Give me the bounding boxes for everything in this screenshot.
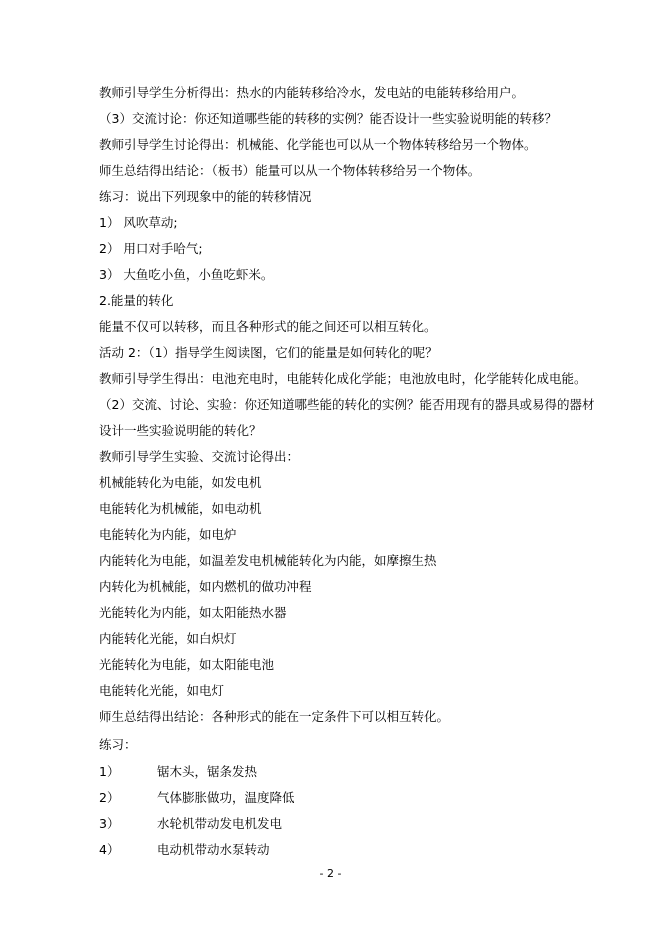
- exercise-item: [99, 842, 579, 858]
- list-item: 1） 风吹草动;: [99, 215, 178, 230]
- paragraph-line: 能量不仅可以转移，而且各种形式的能之间还可以相互转化。: [99, 319, 437, 334]
- paragraph-line: 光能转化为电能，如太阳能电池: [99, 657, 275, 672]
- exercise-item: [99, 764, 579, 780]
- paragraph-line: 教师引导学生讨论得出：机械能、化学能也可以从一个物体转移给另一个物体。: [99, 137, 537, 152]
- paragraph-line: 光能转化为内能，如太阳能热水器: [99, 605, 287, 620]
- exercise-item-text: 气体膨胀做功，温度降低: [157, 790, 295, 805]
- paragraph-line: （3）交流讨论：你还知道哪些能的转移的实例？能否设计一些实验说明能的转移？: [99, 111, 557, 126]
- paragraph-line: 教师引导学生实验、交流讨论得出：: [99, 449, 300, 464]
- paragraph-line: 内能转化光能，如白炽灯: [99, 631, 237, 646]
- paragraph-line: 教师引导学生得出：电池充电时，电能转化成化学能；电池放电时，化学能转化成电能。: [99, 371, 587, 386]
- paragraph-line: 活动 2：（1）指导学生阅读图，它们的能量是如何转化的呢？: [99, 345, 438, 360]
- paragraph-line: 教师引导学生分析得出：热水的内能转移给冷水，发电站的电能转移给用户。: [99, 85, 525, 100]
- exercise-item-number: 1）: [99, 764, 120, 779]
- list-item: 2） 用口对手哈气;: [99, 241, 203, 256]
- exercise-item-text: 水轮机带动发电机发电: [157, 816, 283, 831]
- paragraph-line: （2）交流、讨论、实验：你还知道哪些能的转化的实例？能否用现有的器具或易得的器材: [99, 397, 595, 412]
- paragraph-line: 师生总结得出结论：（板书）能量可以从一个物体转移给另一个物体。: [99, 163, 481, 178]
- exercise-item-number: 3）: [99, 816, 120, 831]
- section-heading: 2.能量的转化: [99, 293, 174, 308]
- paragraph-line: 电能转化为内能，如电炉: [99, 527, 237, 542]
- paragraph-line: 练习：: [99, 737, 137, 752]
- list-item: 3） 大鱼吃小鱼，小鱼吃虾米。: [99, 267, 274, 282]
- paragraph-line: 电能转化为机械能，如电动机: [99, 501, 262, 516]
- exercise-item-number: 4）: [99, 842, 120, 857]
- exercise-item: [99, 816, 579, 832]
- paragraph-line: 内转化为机械能，如内燃机的做功冲程: [99, 579, 312, 594]
- paragraph-line: 内能转化为电能，如温差发电机械能转化为内能，如摩擦生热: [99, 553, 437, 568]
- paragraph-line: 师生总结得出结论：各种形式的能在一定条件下可以相互转化。: [99, 709, 450, 724]
- paragraph-line: 机械能转化为电能，如发电机: [99, 475, 262, 490]
- exercise-item-text: 电动机带动水泵转动: [157, 842, 270, 857]
- paragraph-line: 电能转化光能，如电灯: [99, 683, 225, 698]
- page-number: - 2 -: [319, 867, 342, 880]
- paragraph-line: 设计一些实验说明能的转化？: [99, 423, 262, 438]
- exercise-item-text: 锯木头，锯条发热: [157, 764, 258, 779]
- paragraph-line: 练习：说出下列现象中的能的转移情况: [99, 189, 312, 204]
- exercise-item: [99, 790, 579, 806]
- exercise-item-number: 2）: [99, 790, 120, 805]
